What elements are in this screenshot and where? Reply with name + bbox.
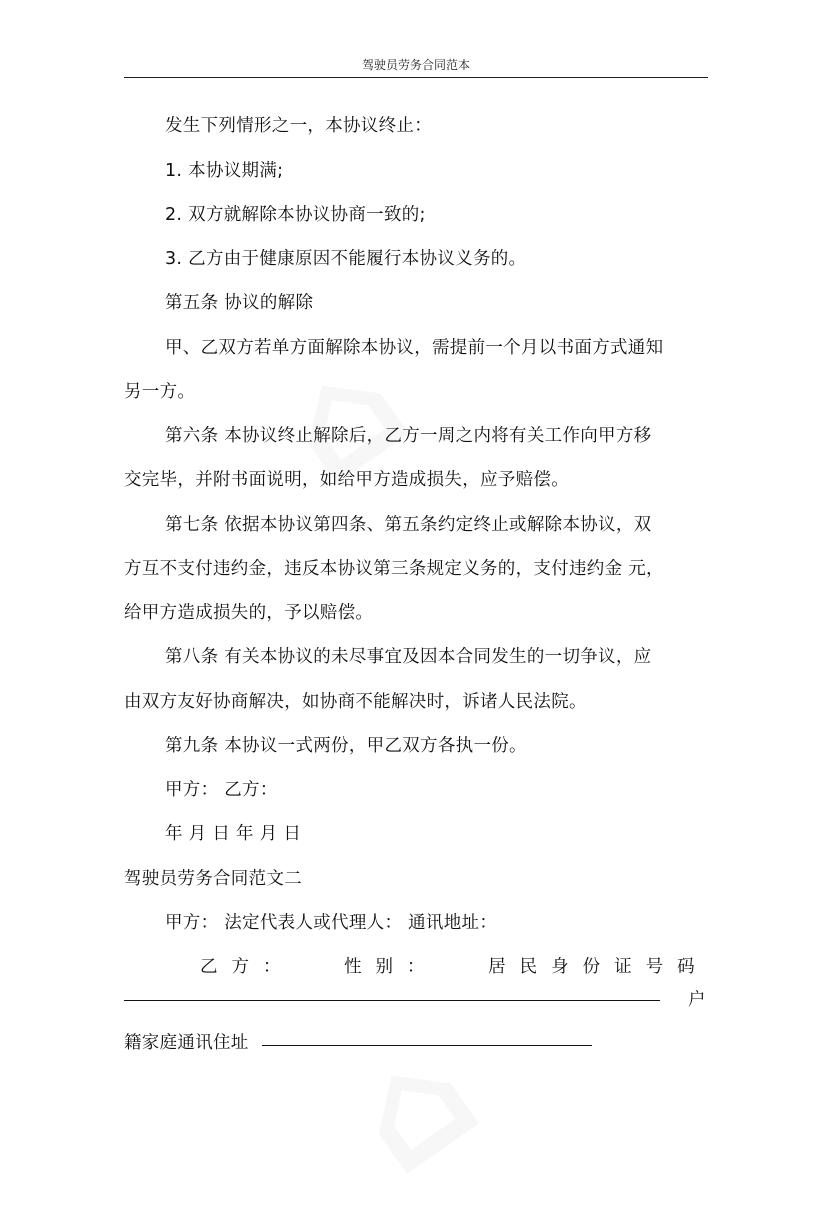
- blank-underline: [124, 1000, 660, 1001]
- paragraph-line: 甲、乙双方若单方面解除本协议，需提前一个月以书面方式通知: [165, 338, 664, 358]
- list-item: 2. 双方就解除本协议协商一致的;: [165, 205, 426, 225]
- watermark: [320, 1005, 508, 1209]
- paragraph-line: 第八条 有关本协议的未尽事宜及因本合同发生的一切争议，应: [165, 647, 652, 667]
- paragraph-line: 户: [688, 990, 706, 1010]
- signature-party-line: 甲方： 乙方：: [165, 780, 278, 800]
- header-rule: [124, 77, 708, 78]
- paragraph-line: 由双方友好协商解决，如协商不能解决时，诉诸人民法院。: [124, 692, 587, 712]
- article-heading: 第五条 协议的解除: [165, 293, 314, 313]
- paragraph-line: 籍家庭通讯住址: [124, 1033, 249, 1053]
- signature-date-line: 年 月 日 年 月 日: [165, 824, 302, 844]
- paragraph-line: 第九条 本协议一式两份，甲乙双方各执一份。: [165, 736, 527, 756]
- paragraph-line: 给甲方造成损失的，予以赔偿。: [124, 603, 374, 623]
- paragraph-line: 第六条 本协议终止解除后，乙方一周之内将有关工作向甲方移: [165, 426, 652, 446]
- paragraph-line: 发生下列情形之一，本协议终止：: [165, 116, 432, 136]
- page-header-title: 驾驶员劳务合同范本: [361, 58, 470, 72]
- party-info-line: 乙方： 性别： 居民身份证号码: [200, 957, 709, 977]
- paragraph-line: 交完毕，并附书面说明，如给甲方造成损失，应予赔偿。: [124, 470, 569, 490]
- blank-underline: [262, 1045, 592, 1046]
- paragraph-line: 第七条 依据本协议第四条、第五条约定终止或解除本协议，双: [165, 515, 652, 535]
- paragraph-line: 另一方。: [124, 382, 196, 402]
- paragraph-line: 方互不支付违约金，违反本协议第三条规定义务的，支付违约金 元，: [124, 559, 664, 579]
- list-item: 3. 乙方由于健康原因不能履行本协议义务的。: [165, 249, 527, 269]
- list-item: 1. 本协议期满;: [165, 161, 284, 181]
- party-info-line: 甲方： 法定代表人或代理人： 通讯地址：: [165, 913, 498, 933]
- section-title: 驾驶员劳务合同范文二: [124, 869, 302, 889]
